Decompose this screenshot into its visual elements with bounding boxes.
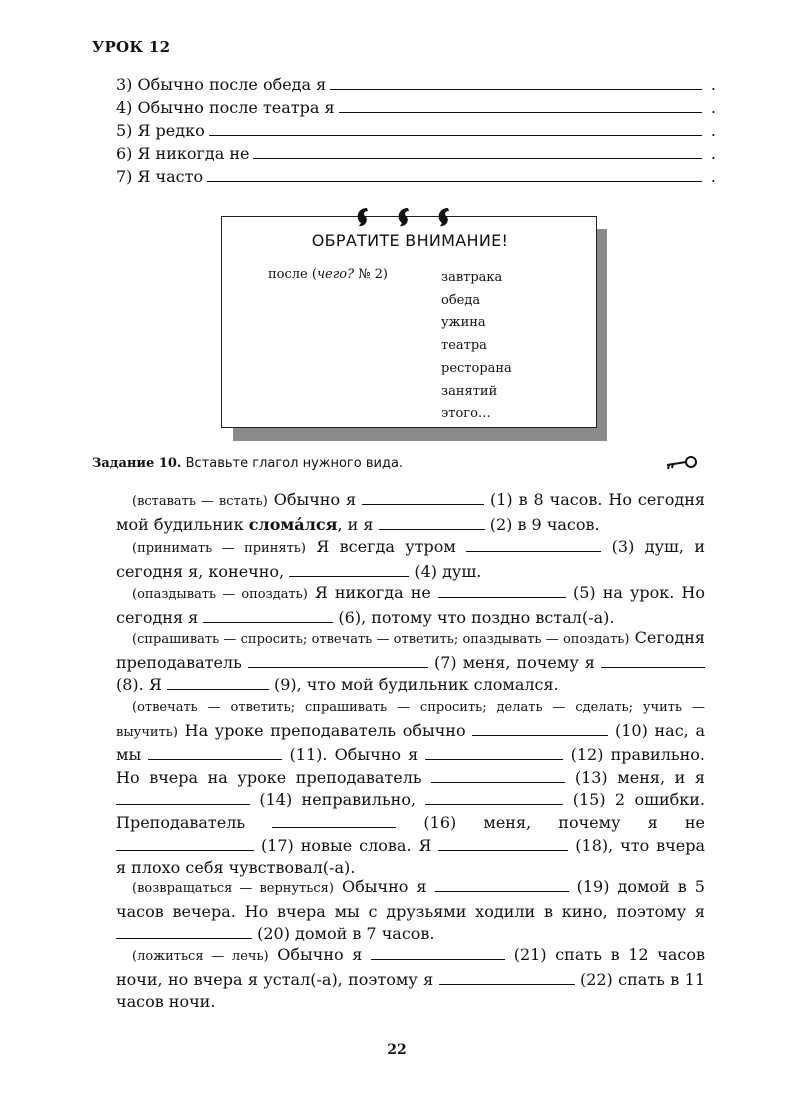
answer-line[interactable] [209,135,702,136]
answer-blank[interactable] [203,608,333,623]
answer-line[interactable] [330,89,702,90]
answer-blank[interactable] [272,813,396,828]
list-item: ужина [441,315,486,331]
sentence-text: (2) в 9 часов. [489,514,600,534]
verb-hint: (принимать — принять) [132,541,306,556]
verb-hint: (вставать — встать) [132,494,268,509]
answer-blank[interactable] [439,970,575,985]
answer-blank[interactable] [116,924,252,939]
verb-hint: (ложиться — лечь) [132,949,269,964]
sentence-text: (10) нас, а мы [116,720,705,765]
sentence-text: (8). Я [116,675,162,695]
fill-line-6 [116,141,716,163]
sentence-text: Обычно я [273,490,357,509]
line-number: 5) [116,121,133,140]
answer-line[interactable] [339,112,702,113]
answer-blank[interactable] [425,745,563,760]
list-item: обеда [441,292,481,308]
list-item: театра [441,338,487,354]
verb-hint: (возвращаться — вернуться) [132,881,334,896]
answer-blank[interactable] [435,877,569,892]
list-item: этого… [441,406,491,422]
sentence-text: (16) меня, почему я не [423,812,706,832]
sentence-text: (19) домой в 5 часов вечера. Но вчера мы с друзьями ходили в кино, поэтому я [116,877,705,921]
answer-blank[interactable] [116,790,250,805]
answer-line[interactable] [253,158,702,159]
list-item: занятий [441,383,498,399]
exercise-paragraph-1 [116,489,705,536]
answer-blank[interactable] [438,836,568,851]
sentence-text: (5) на урок. Но сегодня я [116,583,706,627]
sentence-text: (6), потому что поздно встал(-а). [338,607,615,627]
answer-blank[interactable] [289,562,409,577]
line-prompt: Я никогда не [137,144,250,163]
fill-line-4 [116,95,716,117]
exercise-paragraph-7 [116,944,705,1014]
line-number: 3) [116,75,133,94]
exercise-paragraph-3 [116,582,705,629]
exercise-paragraph-6 [116,876,705,946]
sentence-text: (22) спать в 11 часов ночи. [116,969,705,1012]
answer-blank[interactable] [438,583,566,598]
sentence-text: (18), что вчера я плохо себя чувствовал(-а). [116,835,705,878]
label-part: № 2) [354,267,389,282]
line-prompt: Я редко [137,121,205,140]
line-period: . [710,75,716,94]
sentence-text: (9), что мой будильник сломался. [273,675,559,695]
lesson-header: УРОК 12 [92,38,171,56]
label-part: после ( [268,267,317,282]
task-label: Задание 10. [92,456,182,471]
task-instruction: Вставьте глагол нужного вида. [185,456,404,471]
answer-line[interactable] [207,181,702,182]
note-card [221,216,597,428]
sentence-text: Я никогда не [314,583,431,602]
sentence-text: (13) меня, и я [574,767,705,787]
sentence-text: (1) в 8 часов. Но сегодня мой будильник [116,490,705,534]
sentence-text: (12) правильно. Но вчера на уроке преподаватель [116,745,705,787]
answer-blank[interactable] [431,768,565,783]
list-item: ресторана [441,360,512,376]
answer-blank[interactable] [371,945,505,960]
sentence-text: (20) домой в 7 часов. [257,924,435,944]
stressed-word: сломáлся [248,514,338,534]
line-period: . [710,144,716,163]
note-card-title: ОБРАТИТЕ ВНИМАНИЕ! [311,231,509,250]
sentence-text: (14) неправильно, [259,790,417,810]
binder-ring-icon [434,205,454,229]
sentence-text: Я всегда утром [316,537,456,556]
line-number: 6) [116,144,133,163]
line-prompt: Я часто [137,167,204,186]
sentence-text: (11). Обычно я [289,745,419,765]
answer-blank[interactable] [379,515,485,530]
verb-hint: (отвечать — ответить; спрашивать — спросить; делать — сделать; учить — выучить) [116,700,705,740]
note-card-label [268,267,388,282]
line-period: . [710,167,716,186]
sentence-text: (15) 2 ошибки. Преподаватель [116,790,705,832]
exercise-paragraph-5 [116,695,705,880]
sentence-text: (21) спать в 12 часов ночи, но вчера я устал(-а), поэтому я [116,945,705,989]
task-heading [92,456,403,471]
answer-blank[interactable] [116,836,254,851]
binder-ring-icon [394,205,414,229]
sentence-text: На уроке преподаватель обычно [184,720,466,740]
answer-blank[interactable] [472,721,608,736]
answer-blank[interactable] [148,745,282,760]
line-number: 4) [116,98,133,117]
fill-line-5 [116,118,716,140]
sentence-text: (7) меня, почему я [433,652,595,672]
sentence-text: (3) душ, и сегодня я, конечно, [116,537,706,581]
note-card-word-list [441,267,512,426]
answer-blank[interactable] [248,653,428,668]
verb-hint: (опаздывать — опоздать) [132,587,308,602]
sentence-text: Обычно я [277,945,363,964]
sentence-text: , и я [337,514,374,534]
answer-blank[interactable] [601,653,705,668]
key-icon [664,455,698,471]
label-question: чего? [316,267,355,282]
sentence-text: (4) душ. [414,561,482,581]
line-number: 7) [116,167,133,186]
line-period: . [710,121,716,140]
sentence-text: Сегодня преподаватель [116,628,706,672]
answer-blank[interactable] [466,537,601,552]
sentence-text: Обычно я [342,877,427,896]
exercise-paragraph-2 [116,536,705,583]
sentence-text: (17) новые слова. Я [260,835,432,855]
page-number: 22 [387,1042,407,1058]
answer-blank[interactable] [425,790,563,805]
list-item: завтрака [441,270,503,285]
answer-blank[interactable] [362,490,484,505]
line-period: . [710,98,716,117]
verb-hint: (спрашивать — спросить; отвечать — ответить; опаздывать — опоздать) [132,632,630,647]
fill-line-3 [116,72,716,94]
line-prompt: Обычно после театра я [137,98,335,117]
exercise-paragraph-4 [116,627,705,697]
line-prompt: Обычно после обеда я [137,75,327,94]
binder-ring-icon [353,205,373,229]
answer-blank[interactable] [167,675,269,690]
fill-line-7 [116,164,716,186]
